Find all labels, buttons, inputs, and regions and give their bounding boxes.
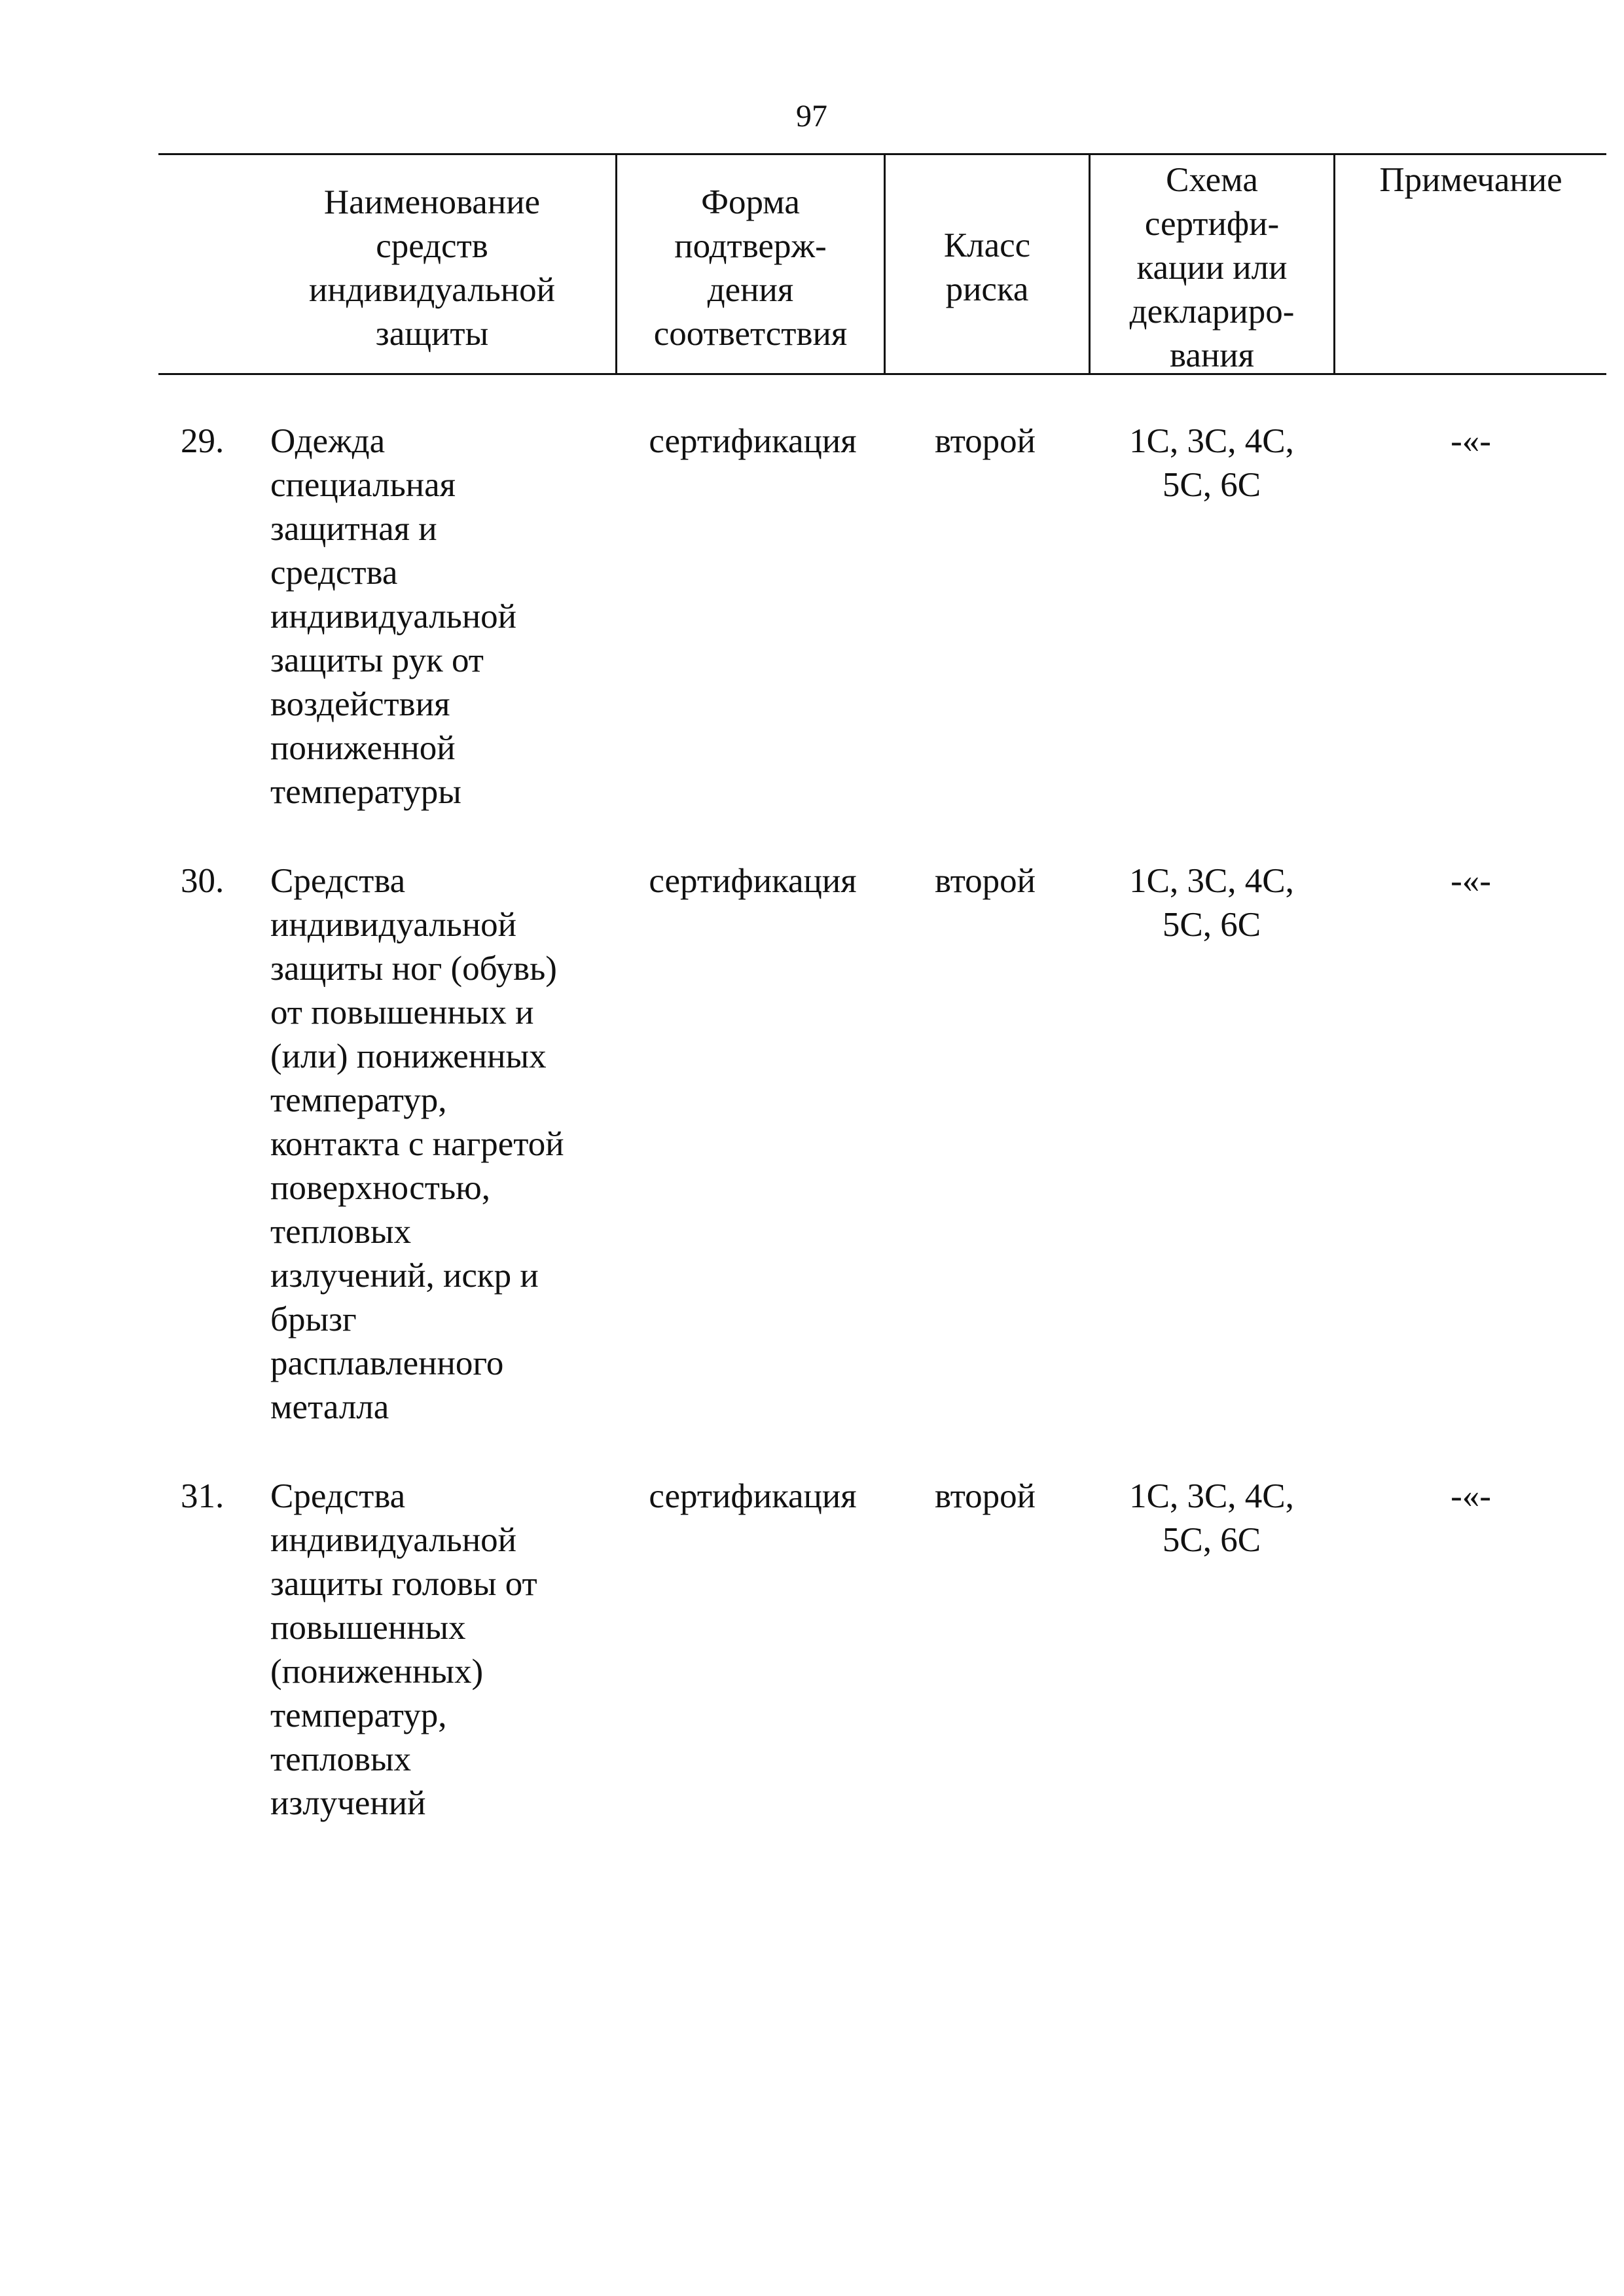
row-name: Средства индивидуальной защиты головы от повышенных (пониженных) температур, тепловых излучений	[270, 1477, 537, 1822]
row-note: -«-	[1451, 1477, 1491, 1515]
row-scheme: 1С, 3С, 4С, 5С, 6С	[1129, 862, 1294, 944]
row-number: 30.	[181, 862, 225, 900]
row-name: Средства индивидуальной защиты ног (обувь) от повышенных и (или) пониженных температур, контакта с нагретой поверхностью, тепловых излучений, искр и брызг расплавленного металла	[270, 862, 564, 1426]
row-number: 29.	[181, 422, 225, 460]
header-note: Примечание	[1379, 161, 1562, 199]
row-form: сертификация	[649, 1477, 857, 1515]
row-scheme: 1С, 3С, 4С, 5С, 6С	[1129, 1477, 1294, 1559]
row-scheme: 1С, 3С, 4С, 5С, 6С	[1129, 422, 1294, 504]
header-scheme: Схема сертифи- кации или деклариро- вания	[1129, 161, 1295, 374]
row-risk-class: второй	[934, 862, 1036, 900]
table-header-bottom-rule	[158, 373, 1606, 375]
page-number: 97	[796, 99, 827, 134]
row-risk-class: второй	[934, 1477, 1036, 1515]
row-form: сертификация	[649, 422, 857, 460]
row-risk-class: второй	[934, 422, 1036, 460]
row-form: сертификация	[649, 862, 857, 900]
header-form: Форма подтверж- дения соответствия	[653, 183, 848, 353]
table-top-rule	[158, 153, 1606, 155]
row-note: -«-	[1451, 862, 1491, 900]
row-number: 31.	[181, 1477, 225, 1515]
row-note: -«-	[1451, 422, 1491, 460]
header-name: Наименование средств индивидуальной защиты	[308, 183, 556, 353]
row-name: Одежда специальная защитная и средства индивидуальной защиты рук от воздействия пониженной температуры	[270, 422, 517, 811]
header-risk-class: Класс риска	[943, 226, 1031, 308]
